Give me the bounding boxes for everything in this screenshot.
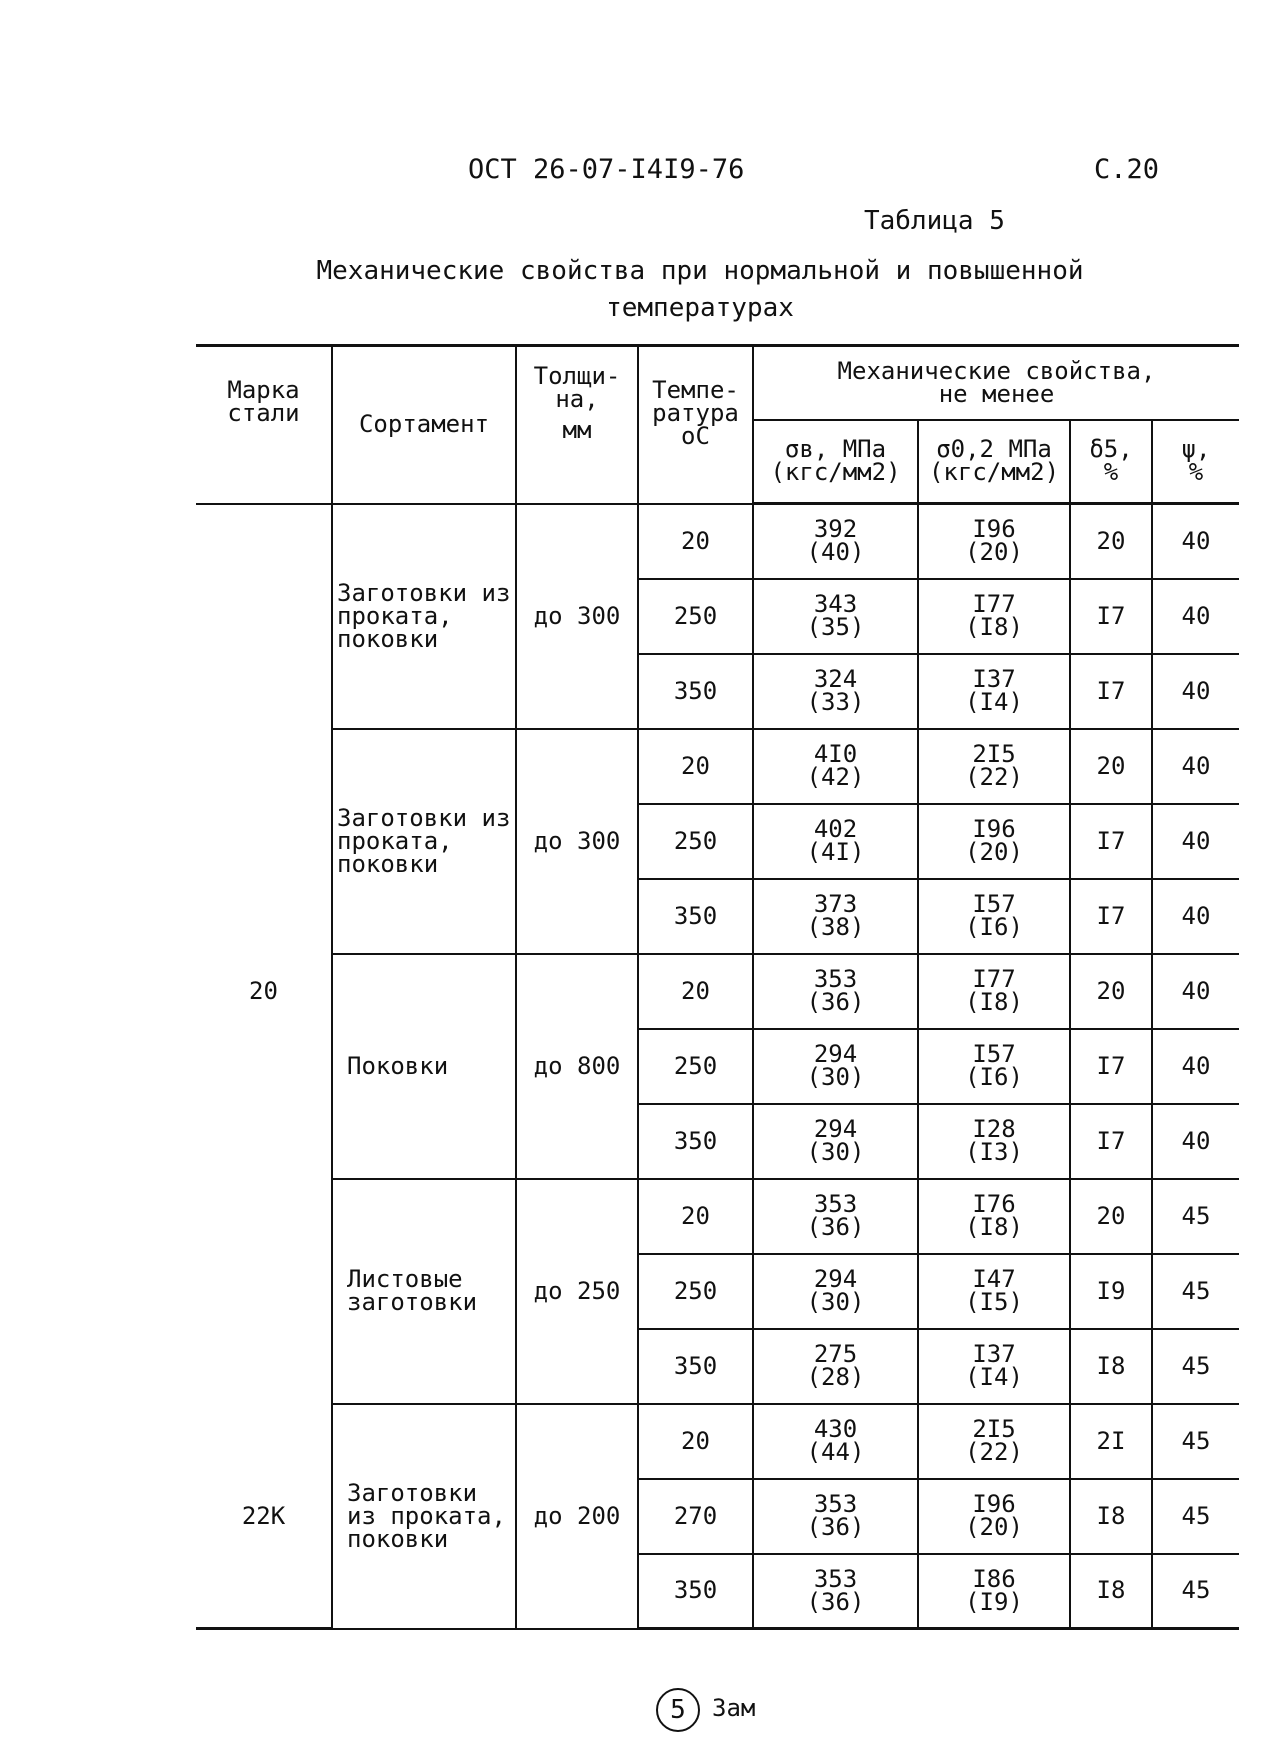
sigma-02-cell: I96 (20) (918, 1479, 1070, 1554)
temp-cell: 350 (638, 654, 753, 729)
temp-cell: 20 (638, 1179, 753, 1254)
psi-cell: 40 (1152, 804, 1239, 879)
sigma-02-cell: 2I5 (22) (918, 729, 1070, 804)
psi-cell: 45 (1152, 1479, 1239, 1554)
sigma-b-cell: 430 (44) (753, 1404, 918, 1479)
sigma-b-cell: 324 (33) (753, 654, 918, 729)
mark-cell-empty (196, 1329, 332, 1404)
sigma-b-cell: 373 (38) (753, 879, 918, 954)
mark-cell-empty (196, 1179, 332, 1254)
psi-cell: 40 (1152, 579, 1239, 654)
psi-cell: 45 (1152, 1554, 1239, 1629)
table-row (196, 729, 1239, 804)
sigma-02-cell: I37 (I4) (918, 654, 1070, 729)
thickness-cell: до 200 (516, 1404, 638, 1629)
sigma-02-cell: I47 (I5) (918, 1254, 1070, 1329)
delta-cell: I7 (1070, 1104, 1152, 1179)
mark-cell-empty (196, 729, 332, 804)
temp-cell: 20 (638, 1404, 753, 1479)
delta-cell: I7 (1070, 1029, 1152, 1104)
sigma-02-cell: I37 (I4) (918, 1329, 1070, 1404)
psi-cell: 40 (1152, 1104, 1239, 1179)
sigma-b-cell: 4I0 (42) (753, 729, 918, 804)
delta-cell: 20 (1070, 1179, 1152, 1254)
table-row (196, 1404, 1239, 1479)
sigma-02-cell: I57 (I6) (918, 1029, 1070, 1104)
delta-cell: I9 (1070, 1254, 1152, 1329)
table-title-line2: температурах (606, 293, 794, 323)
table-number: Таблица 5 (864, 206, 1005, 236)
page-number: С.20 (1094, 154, 1160, 185)
assortment-cell: Листовые заготовки (332, 1179, 516, 1404)
sigma-02-cell: I57 (I6) (918, 879, 1070, 954)
change-number-circle: 5 (656, 1688, 700, 1732)
sigma-02-cell: I96 (20) (918, 804, 1070, 879)
delta-cell: 20 (1070, 954, 1152, 1029)
delta-cell: I8 (1070, 1554, 1152, 1629)
sigma-02-cell: I96 (20) (918, 504, 1070, 579)
temp-cell: 250 (638, 804, 753, 879)
sigma-b-cell: 402 (4I) (753, 804, 918, 879)
sigma-b-cell: 353 (36) (753, 1479, 918, 1554)
psi-cell: 45 (1152, 1254, 1239, 1329)
temp-cell: 250 (638, 579, 753, 654)
delta-cell: I7 (1070, 804, 1152, 879)
sigma-b-cell: 275 (28) (753, 1329, 918, 1404)
psi-cell: 45 (1152, 1404, 1239, 1479)
psi-cell: 40 (1152, 954, 1239, 1029)
sigma-b-cell: 353 (36) (753, 954, 918, 1029)
sigma-b-cell: 353 (36) (753, 1554, 918, 1629)
change-label: Зам (712, 1694, 756, 1722)
temp-cell: 250 (638, 1029, 753, 1104)
table-row (196, 1179, 1239, 1254)
col-header-psi: ψ, % (1152, 420, 1239, 504)
col-header-temperature: Темпе- ратура оС (638, 346, 753, 504)
sigma-b-cell: 343 (35) (753, 579, 918, 654)
psi-cell: 40 (1152, 654, 1239, 729)
sigma-02-cell: 2I5 (22) (918, 1404, 1070, 1479)
temp-cell: 350 (638, 1554, 753, 1629)
col-header-mechanical-properties: Механические свойства, не менее (753, 346, 1239, 420)
delta-cell: I8 (1070, 1329, 1152, 1404)
mark-cell-empty (196, 1554, 332, 1629)
col-header-mark: Марка стали (196, 346, 332, 504)
sigma-02-cell: I76 (I8) (918, 1179, 1070, 1254)
col-header-delta: δ5, % (1070, 420, 1152, 504)
temp-cell: 350 (638, 1104, 753, 1179)
psi-cell: 40 (1152, 504, 1239, 579)
temp-cell: 350 (638, 1329, 753, 1404)
sigma-02-cell: I77 (I8) (918, 579, 1070, 654)
delta-cell: I7 (1070, 879, 1152, 954)
mark-cell-empty (196, 579, 332, 654)
temp-cell: 250 (638, 1254, 753, 1329)
assortment-cell: Заготовки из проката, поковки (332, 729, 516, 954)
mark-cell-empty (196, 654, 332, 729)
delta-cell: I8 (1070, 1479, 1152, 1554)
thickness-cell: до 300 (516, 729, 638, 954)
thickness-cell: до 800 (516, 954, 638, 1179)
sigma-02-cell: I77 (I8) (918, 954, 1070, 1029)
temp-cell: 350 (638, 879, 753, 954)
sigma-02-cell: I86 (I9) (918, 1554, 1070, 1629)
sigma-b-cell: 353 (36) (753, 1179, 918, 1254)
steel-mark-22k: 22К (196, 1479, 332, 1554)
mark-cell-empty (196, 1254, 332, 1329)
table-row (196, 954, 1239, 1029)
delta-cell: 2I (1070, 1404, 1152, 1479)
psi-cell: 40 (1152, 729, 1239, 804)
mark-cell-empty (196, 1104, 332, 1179)
mark-cell-empty (196, 879, 332, 954)
sigma-b-cell: 294 (30) (753, 1104, 918, 1179)
delta-cell: 20 (1070, 504, 1152, 579)
delta-cell: I7 (1070, 654, 1152, 729)
mechanical-properties-table (196, 344, 1239, 1630)
delta-cell: I7 (1070, 579, 1152, 654)
assortment-cell: Заготовки из проката, поковки (332, 1404, 516, 1629)
psi-cell: 40 (1152, 1029, 1239, 1104)
temp-cell: 20 (638, 504, 753, 579)
psi-cell: 40 (1152, 879, 1239, 954)
mark-cell-empty (196, 1404, 332, 1479)
col-header-sigma-02: σ0,2 МПа (кгс/мм2) (918, 420, 1070, 504)
mark-cell-empty (196, 804, 332, 879)
table-row (196, 504, 1239, 579)
temp-cell: 20 (638, 954, 753, 1029)
thickness-cell: до 250 (516, 1179, 638, 1404)
col-header-sigma-b: σв, МПа (кгс/мм2) (753, 420, 918, 504)
temp-cell: 270 (638, 1479, 753, 1554)
thickness-cell: до 300 (516, 504, 638, 729)
sigma-b-cell: 294 (30) (753, 1254, 918, 1329)
temp-cell: 20 (638, 729, 753, 804)
table-title-line1: Механические свойства при нормальной и повышенной (316, 256, 1084, 286)
mark-cell-empty (196, 504, 332, 579)
sigma-b-cell: 294 (30) (753, 1029, 918, 1104)
delta-cell: 20 (1070, 729, 1152, 804)
document-code: ОСТ 26-07-I4I9-76 (468, 154, 745, 185)
mark-cell-empty (196, 1029, 332, 1104)
psi-cell: 45 (1152, 1179, 1239, 1254)
sigma-02-cell: I28 (I3) (918, 1104, 1070, 1179)
psi-cell: 45 (1152, 1329, 1239, 1404)
sigma-b-cell: 392 (40) (753, 504, 918, 579)
steel-mark-20: 20 (196, 954, 332, 1029)
col-header-assortment: Сортамент (332, 346, 516, 504)
assortment-cell: Заготовки из проката, поковки (332, 504, 516, 729)
assortment-cell: Поковки (332, 954, 516, 1179)
col-header-thickness: Толщи- на, мм (516, 346, 638, 504)
